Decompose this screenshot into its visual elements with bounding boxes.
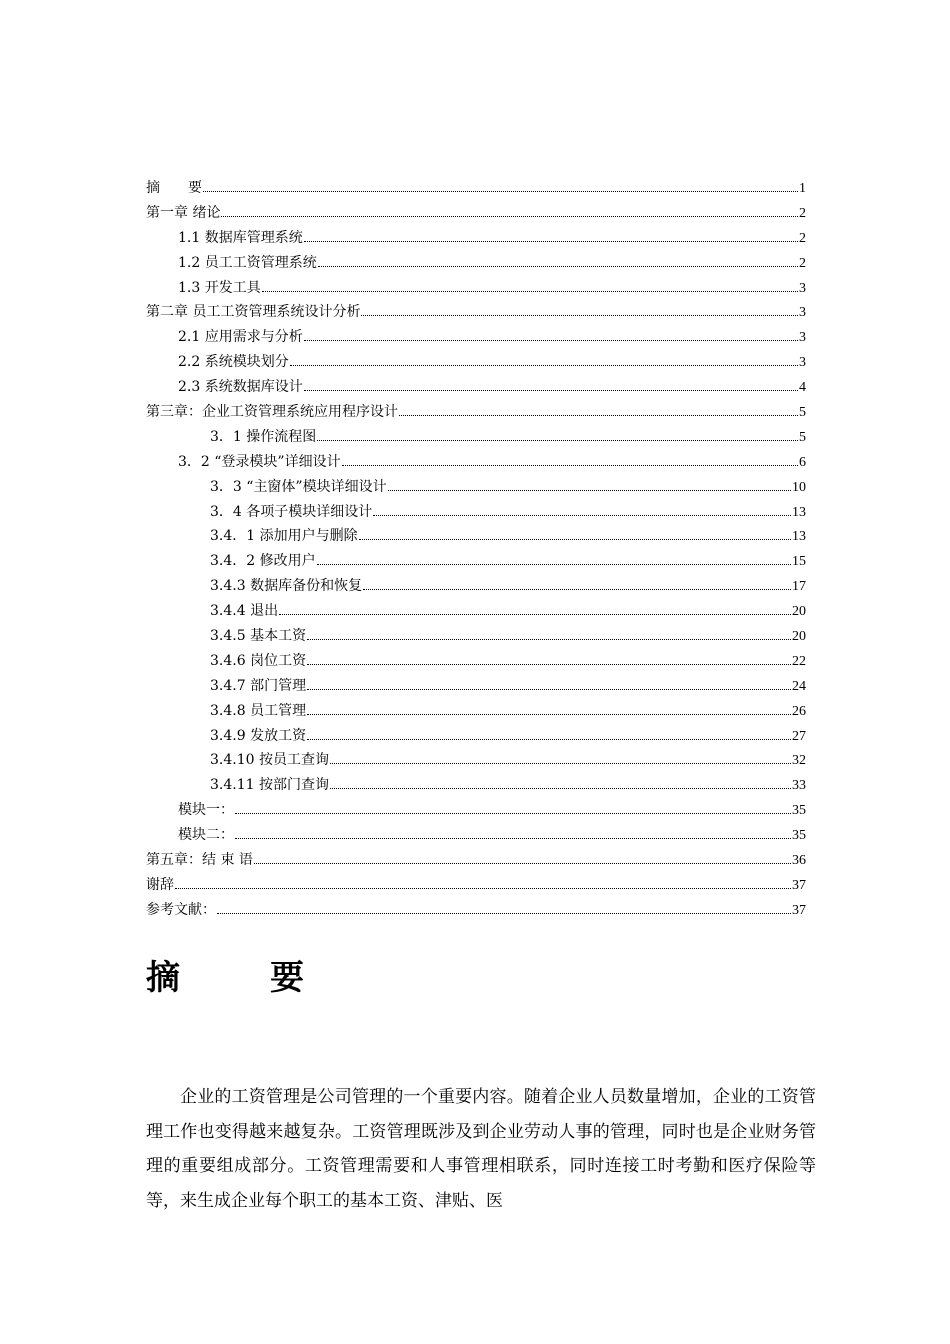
toc-entry-title: 2.1 应用需求与分析: [178, 329, 303, 346]
toc-entry-title: 3．3 “主窗体”模块详细设计: [210, 478, 387, 495]
toc-entry-title: 模块二：: [178, 827, 234, 844]
toc-entry-page: 37: [792, 902, 806, 918]
toc-entry[interactable]: [146, 572, 806, 597]
toc-dot-leader: [221, 199, 798, 217]
toc-entry-page: 3: [799, 330, 806, 346]
toc-dot-leader: [359, 522, 791, 540]
toc-dot-leader: [254, 846, 791, 864]
toc-entry[interactable]: [146, 448, 806, 473]
toc-dot-leader: [373, 498, 791, 516]
toc-entry-title: 2.3 系统数据库设计: [178, 379, 303, 396]
toc-entry-title: 2.2 系统模块划分: [178, 354, 289, 371]
toc-entry-title: 3．1 操作流程图: [210, 428, 317, 445]
toc-dot-leader: [307, 722, 791, 740]
toc-entry-page: 6: [799, 454, 806, 470]
toc-dot-leader: [330, 746, 791, 764]
toc-entry[interactable]: [146, 846, 806, 871]
toc-entry-title: 3.4．1 添加用户与删除: [210, 528, 358, 545]
toc-entry-page: 4: [799, 380, 806, 396]
toc-entry-title: 谢辞: [146, 876, 174, 893]
toc-dot-leader: [304, 224, 798, 242]
toc-dot-leader: [262, 274, 798, 292]
toc-dot-leader: [388, 473, 791, 491]
toc-dot-leader: [317, 547, 791, 565]
toc-dot-leader: [361, 298, 798, 316]
toc-dot-leader: [279, 597, 791, 615]
toc-entry[interactable]: [146, 423, 806, 448]
abstract-heading-right: 要: [270, 958, 304, 998]
toc-entry-page: 17: [792, 579, 806, 595]
toc-dot-leader: [307, 672, 791, 690]
toc-entry-title: 3.4.11 按部门查询: [210, 777, 329, 794]
toc-entry[interactable]: [146, 373, 806, 398]
toc-entry-page: 1: [799, 181, 806, 196]
toc-dot-leader: [307, 697, 791, 715]
toc-entry-page: 15: [792, 554, 806, 570]
toc-dot-leader: [235, 796, 791, 814]
toc-entry-title: 3.4.10 按员工查询: [210, 752, 329, 769]
toc-entry[interactable]: [146, 298, 806, 323]
toc-entry-title: 第二章 员工工资管理系统设计分析: [146, 304, 361, 321]
toc-entry-title: 3.4.7 部门管理: [210, 677, 307, 694]
toc-entry-page: 5: [799, 405, 806, 421]
toc-entry-page: 20: [792, 604, 806, 620]
toc-entry[interactable]: [146, 249, 806, 274]
toc-entry[interactable]: [146, 697, 806, 722]
table-of-contents: [146, 174, 806, 921]
toc-entry[interactable]: [146, 224, 806, 249]
toc-entry[interactable]: [146, 871, 806, 896]
toc-entry-page: 10: [792, 479, 806, 495]
toc-entry[interactable]: [146, 672, 806, 697]
toc-entry[interactable]: [146, 473, 806, 498]
toc-entry[interactable]: [146, 771, 806, 796]
toc-entry[interactable]: [146, 746, 806, 771]
toc-dot-leader: [217, 896, 791, 914]
toc-entry[interactable]: [146, 274, 806, 299]
toc-dot-leader: [203, 174, 798, 192]
toc-entry-page: 35: [792, 803, 806, 819]
toc-entry-page: 5: [799, 429, 806, 445]
toc-entry[interactable]: [146, 547, 806, 572]
toc-entry-title: 第一章 绪论: [146, 204, 221, 221]
toc-entry-page: 20: [792, 629, 806, 645]
toc-entry[interactable]: [146, 398, 806, 423]
toc-entry-title: 3.4.5 基本工资: [210, 628, 307, 645]
toc-dot-leader: [175, 871, 791, 889]
toc-entry[interactable]: [146, 896, 806, 921]
toc-entry[interactable]: [146, 522, 806, 547]
toc-entry[interactable]: [146, 597, 806, 622]
toc-entry-title: 3.4．2 修改用户: [210, 553, 316, 570]
toc-entry[interactable]: [146, 348, 806, 373]
toc-dot-leader: [290, 348, 798, 366]
toc-entry-title: 模块一：: [178, 802, 234, 819]
toc-dot-leader: [363, 572, 791, 590]
toc-entry-page: 22: [792, 653, 806, 669]
toc-entry-page: 24: [792, 678, 806, 694]
toc-entry-page: 2: [799, 230, 806, 246]
toc-entry-title: 3．2 “登录模块”详细设计: [178, 453, 341, 470]
toc-entry-page: 13: [792, 529, 806, 545]
toc-entry-title: 3.4.3 数据库备份和恢复: [210, 578, 363, 595]
toc-dot-leader: [330, 771, 791, 789]
toc-entry-title: 3.4.6 岗位工资: [210, 652, 307, 669]
toc-dot-leader: [304, 373, 798, 391]
toc-entry[interactable]: [146, 323, 806, 348]
abstract-heading: [146, 950, 304, 999]
toc-entry-title: 摘 要: [146, 180, 202, 196]
toc-entry-page: 2: [799, 255, 806, 271]
toc-entry[interactable]: [146, 199, 806, 224]
toc-entry-title: 3.4.9 发放工资: [210, 727, 307, 744]
toc-entry-page: 33: [792, 778, 806, 794]
toc-entry-title: 3．4 各项子模块详细设计: [210, 503, 373, 520]
toc-entry-page: 37: [792, 877, 806, 893]
abstract-heading-left: 摘: [146, 958, 180, 998]
toc-entry-page: 3: [799, 355, 806, 371]
toc-entry-page: 3: [799, 280, 806, 296]
abstract-paragraph: 企业的工资管理是公司管理的一个重要内容。随着企业人员数量增加，企业的工资管理工作也变得越来越复杂。工资管理既涉及到企业劳动人事的管理，同时也是企业财务管理的重要组成部分。工资管理需要和人事管理相联系，同时连接工时考勤和医疗保险等等，来生成企业每个职工的基本工资、津贴、医: [146, 1087, 816, 1211]
toc-dot-leader: [342, 448, 798, 466]
toc-entry[interactable]: [146, 498, 806, 523]
toc-entry-page: 35: [792, 828, 806, 844]
toc-entry-page: 13: [792, 504, 806, 520]
toc-entry[interactable]: [146, 622, 806, 647]
toc-entry-title: 第五章：结 束 语: [146, 852, 253, 869]
toc-dot-leader: [307, 622, 791, 640]
toc-dot-leader: [317, 423, 798, 441]
toc-dot-leader: [399, 398, 798, 416]
toc-entry-title: 1.1 数据库管理系统: [178, 229, 303, 246]
toc-entry-title: 3.4.8 员工管理: [210, 702, 307, 719]
toc-entry-page: 2: [799, 205, 806, 221]
toc-dot-leader: [318, 249, 798, 267]
toc-entry[interactable]: [146, 722, 806, 747]
toc-entry-title: 第三章：企业工资管理系统应用程序设计: [146, 404, 398, 421]
toc-entry-title: 参考文献：: [146, 901, 216, 918]
toc-entry-page: 36: [792, 853, 806, 869]
toc-entry[interactable]: [146, 647, 806, 672]
toc-entry[interactable]: [146, 821, 806, 846]
toc-entry[interactable]: [146, 796, 806, 821]
toc-entry-page: 3: [799, 305, 806, 321]
toc-entry-title: 1.3 开发工具: [178, 279, 261, 296]
toc-dot-leader: [235, 821, 791, 839]
toc-entry[interactable]: [146, 174, 806, 199]
toc-dot-leader: [307, 647, 791, 665]
toc-dot-leader: [304, 323, 798, 341]
toc-entry-title: 1.2 员工工资管理系统: [178, 254, 317, 271]
toc-entry-title: 3.4.4 退出: [210, 603, 279, 620]
toc-entry-page: 26: [792, 703, 806, 719]
abstract-body: [146, 1080, 816, 1218]
toc-entry-page: 32: [792, 753, 806, 769]
toc-entry-page: 27: [792, 728, 806, 744]
